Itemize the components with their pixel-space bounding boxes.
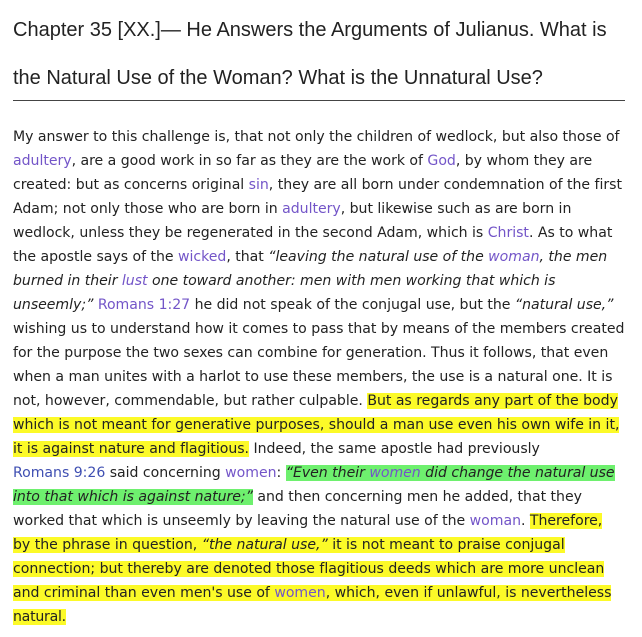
text-span: My answer to this challenge is, that not only the children of wedlock, but also those of — [13, 129, 620, 145]
text-line — [13, 581, 633, 605]
link-adultery[interactable]: adultery — [282, 201, 341, 217]
quote-span: “the natural use,” — [201, 537, 328, 553]
text-span: , which, even if unlawful, is nevertheless — [325, 585, 612, 601]
text-line — [13, 245, 633, 269]
text-span: : — [276, 465, 286, 481]
text-line — [13, 173, 633, 197]
text-span: by the phrase in question, — [13, 537, 202, 553]
text-line — [13, 149, 633, 173]
quote-span: one toward another: men with men working that which is — [147, 273, 556, 289]
highlight-yellow: it is against nature and flagitious. — [13, 441, 249, 457]
text-line — [13, 221, 633, 245]
text-span: Adam; not only those who are born in — [13, 201, 283, 217]
chapter-title — [13, 6, 628, 102]
quote-span: , the men — [539, 249, 608, 265]
highlight-green: into that which is against nature;” — [13, 489, 253, 505]
highlight-yellow: Therefore, — [529, 513, 603, 529]
text-line — [13, 125, 633, 149]
quote-span: unseemly;” — [13, 297, 94, 313]
link-adultery[interactable]: adultery — [13, 153, 72, 169]
link-romans-9-26[interactable]: Romans 9:26 — [13, 465, 106, 481]
text-span: when a man unites with a harlot to use these members, the use is a natural one. It is — [13, 369, 613, 385]
text-span: . As to what — [528, 225, 613, 241]
text-line — [13, 533, 633, 557]
link-woman[interactable]: woman — [469, 513, 521, 529]
text-span: said concerning — [105, 465, 226, 481]
highlight-yellow: But as regards any part of the body — [367, 393, 618, 409]
highlight-yellow: which is not meant for generative purposes, should a man use even his own wife in it, — [13, 417, 620, 433]
quote-span: burned in their — [13, 273, 122, 289]
text-line — [13, 293, 633, 317]
quote-span: “Even their — [285, 465, 370, 481]
text-line — [13, 485, 633, 509]
link-wicked[interactable]: wicked — [178, 249, 227, 265]
text-span: the apostle says of the — [13, 249, 178, 265]
text-line — [13, 197, 633, 221]
text-span: it is not meant to praise conjugal — [327, 537, 565, 553]
link-women[interactable]: women — [274, 585, 326, 601]
text-span: worked that which is unseemly by leaving the natural use of the — [13, 513, 470, 529]
text-line — [13, 461, 633, 485]
link-sin[interactable]: sin — [248, 177, 269, 193]
text-line — [13, 365, 633, 389]
text-span: wishing us to understand how it comes to pass that by means of the members created — [13, 321, 625, 337]
text-span: and then concerning men he added, that they — [252, 489, 582, 505]
text-line — [13, 269, 633, 293]
text-line — [13, 437, 633, 461]
highlight-yellow — [13, 537, 565, 553]
text-line — [13, 389, 633, 413]
link-women[interactable]: women — [369, 465, 421, 481]
text-line — [13, 509, 633, 533]
text-span: created: but as concerns original — [13, 177, 249, 193]
quote-span: did change the natural use — [420, 465, 615, 481]
text-span: , but likewise such as are born in — [340, 201, 572, 217]
text-span: not, however, commendable, but rather culpable. — [13, 393, 368, 409]
text-span: , they are all born under condemnation of the first — [268, 177, 622, 193]
link-romans-1-27[interactable]: Romans 1:27 — [97, 297, 191, 313]
text-span: , are a good work in so far as they are the work of — [71, 153, 428, 169]
text-line — [13, 341, 633, 365]
link-christ[interactable]: Christ — [487, 225, 529, 241]
link-god[interactable]: God — [427, 153, 456, 169]
chapter-title-line-2: the Natural Use of the Woman? What is the Unnatural Use? — [13, 67, 543, 89]
highlight-green — [286, 465, 615, 481]
highlight-yellow: natural. — [13, 609, 66, 625]
quote-span: “leaving the natural use of the — [268, 249, 489, 265]
chapter-paragraph — [13, 125, 633, 629]
link-women[interactable]: women — [225, 465, 277, 481]
chapter-title-line-1: Chapter 35 [XX.]— He Answers the Arguments of Julianus. What is — [13, 19, 607, 41]
text-span: for the purpose the two sexes can combine for generation. Thus it follows, that even — [13, 345, 609, 361]
title-divider — [13, 100, 625, 101]
text-span: . — [521, 513, 530, 529]
text-span: he did not speak of the conjugal use, but the — [190, 297, 515, 313]
text-span: , by whom they are — [455, 153, 593, 169]
text-span: and criminal than even men's use of — [13, 585, 275, 601]
text-line — [13, 413, 633, 437]
text-line — [13, 317, 633, 341]
text-span: Indeed, the same apostle had previously — [249, 441, 540, 457]
text-span: wedlock, unless they be regenerated in the second Adam, which is — [13, 225, 488, 241]
quote-span: “natural use,” — [514, 297, 614, 313]
text-line — [13, 605, 633, 629]
highlight-yellow: connection; but thereby are denoted those flagitious deeds which are more unclean — [13, 561, 605, 577]
link-lust[interactable]: lust — [121, 273, 148, 289]
highlight-yellow — [13, 585, 611, 601]
text-line — [13, 557, 633, 581]
link-woman[interactable]: woman — [488, 249, 540, 265]
text-span: , that — [226, 249, 269, 265]
